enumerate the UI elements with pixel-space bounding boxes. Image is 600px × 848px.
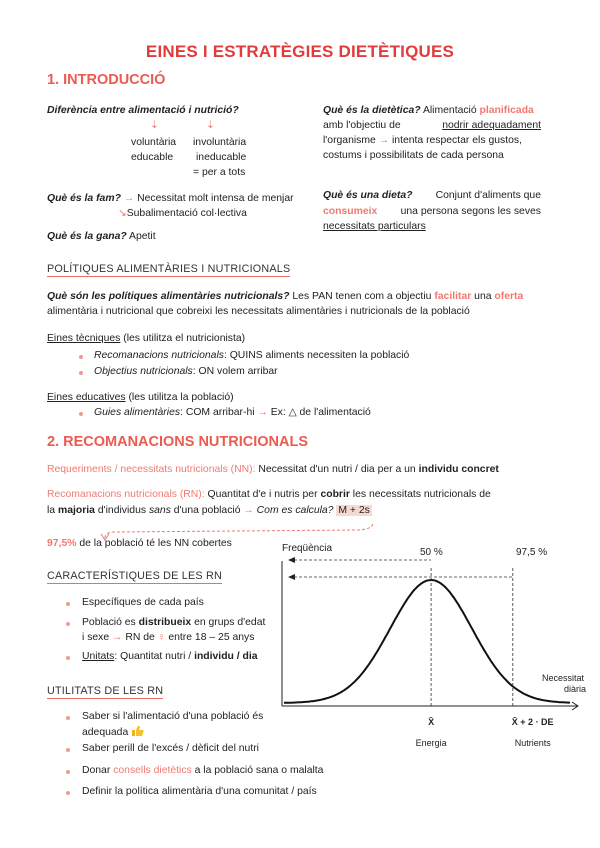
bullet xyxy=(79,412,83,416)
chart-xlabel-1: Necessitat xyxy=(542,673,585,683)
dieta-line3: necessitats particulars xyxy=(323,221,426,232)
bullet xyxy=(66,748,70,752)
politiques-line2: alimentària i nutricional que cobreixi les necessitats alimentàries i nutricionals de la població xyxy=(47,306,470,317)
chart-curve xyxy=(284,580,570,703)
label-involuntaria: involuntària xyxy=(193,137,247,148)
label-voluntaria: voluntària xyxy=(131,137,177,148)
question-gana: Què és la gana? Apetit xyxy=(47,231,156,242)
chart-xlabel-2: diària xyxy=(564,684,587,694)
item-poblacio: Població es distribueix en grups d'edat xyxy=(82,617,266,628)
item-consells: Donar consells dietètics a la població sana o malalta xyxy=(82,765,324,776)
recomanacions-line2: la majoria d'individus sans d'una població → Com es calcula? M + 2s xyxy=(47,505,370,516)
item-saber-adequada: Saber si l'alimentació d'una població és xyxy=(82,711,264,722)
eines-educatives: Eines educatives (les utilitza la població) xyxy=(47,392,234,403)
chart-tick-mean: X̄ xyxy=(428,717,435,727)
subheading-politiques: POLÍTIQUES ALIMENTÀRIES I NUTRICIONALS xyxy=(47,263,291,275)
chart-sublabel-energia: Energia xyxy=(415,738,447,748)
politiques-line1: Què són les polítiques alimentàries nutricionals? Les PAN tenen com a objectiu facilitar una oferta xyxy=(47,291,524,302)
section-heading-introduccio: 1. INTRODUCCIÓ xyxy=(47,72,166,88)
question-diferencia: Diferència entre alimentació i nutrició? xyxy=(47,105,239,116)
question-dietetica: Què és la dietètica? Alimentació planificada xyxy=(323,105,534,116)
arrow-left-icon xyxy=(288,557,295,563)
thumbs-up-icon xyxy=(131,725,144,737)
item-unitats: Unitats: Quantitat nutri / individu / dia xyxy=(82,651,258,662)
dietetica-line2: amb l'objectiu de nodrir adequadament xyxy=(323,120,541,131)
chart-ylabel: Freqüència xyxy=(282,543,333,554)
normal-distribution-chart xyxy=(270,538,590,760)
answer-fam-b: ↘Subalimentació col·lectiva xyxy=(118,208,247,219)
requeriments-line: Requeriments / necessitats nutricionals (NN): Necessitat d'un nutri / dia per a un individu concret xyxy=(47,464,499,475)
item-politica: Definir la política alimentària d'una comunitat / país xyxy=(82,786,317,797)
question-dieta: Què és una dieta? Conjunt d'aliments que xyxy=(323,190,541,201)
bullet xyxy=(66,602,70,606)
dietetica-line4: costums i possibilitats de cada persona xyxy=(323,150,504,161)
item-recomanacions: Recomanacions nutricionals: QUINS aliments necessiten la població xyxy=(94,350,410,361)
bullet xyxy=(79,371,83,375)
arrow-left-icon xyxy=(288,574,295,580)
label-per-a-tots: = per a tots xyxy=(193,167,246,178)
subheading-caracteristiques: CARACTERÍSTIQUES DE LES RN xyxy=(47,570,222,582)
arrow-down-icon: ⇣ xyxy=(206,120,215,131)
question-fam: Què és la fam? → Necessitat molt intensa de menjar xyxy=(47,193,294,204)
item-saber-adequada-line2: adequada xyxy=(82,725,144,740)
section-heading-recomanacions: 2. RECOMANACIONS NUTRICIONALS xyxy=(47,434,309,450)
eines-tecniques: Eines tècniques (les utilitza el nutricionista) xyxy=(47,333,246,344)
chart-annotation-50: 50 % xyxy=(420,547,443,558)
item-especifiques: Específiques de cada país xyxy=(82,597,204,608)
dietetica-line3: l'organisme → intenta respectar els gustos, xyxy=(323,135,522,146)
arrow-down-icon: ⇣ xyxy=(150,120,159,131)
label-educable: educable xyxy=(131,152,174,163)
item-poblacio-line2: i sexe → RN de ♀ entre 18 – 25 anys xyxy=(82,632,255,643)
bullet xyxy=(66,622,70,626)
chart-sublabel-nutrients: Nutrients xyxy=(514,738,551,748)
page-title: EINES I ESTRATÈGIES DIETÈTIQUES xyxy=(145,42,455,61)
poblacio-coberta: 97,5% de la població té les NN cobertes xyxy=(47,538,232,549)
item-objectius: Objectius nutricionals: ON volem arribar xyxy=(94,366,278,377)
bullet xyxy=(66,656,70,660)
recomanacions-line1: Recomanacions nutricionals (RN): Quantitat d'e i nutris per cobrir les necessitats nutricionals de xyxy=(47,489,491,500)
label-ineducable: ineducable xyxy=(196,152,247,163)
chart-annotation-975: 97,5 % xyxy=(516,547,548,558)
bullet xyxy=(66,791,70,795)
dieta-line2: consumeix una persona segons les seves xyxy=(323,206,541,217)
bullet xyxy=(79,355,83,359)
bullet xyxy=(66,716,70,720)
bullet xyxy=(66,770,70,774)
chart-tick-2sd: X̄ + 2 · DE xyxy=(511,717,554,727)
item-guies: Guies alimentàries: COM arribar-hi → Ex: △ de l'alimentació xyxy=(94,407,371,418)
subheading-utilitats: UTILITATS DE LES RN xyxy=(47,685,164,697)
item-perill: Saber perill de l'excés / dèficit del nutri xyxy=(82,743,259,754)
